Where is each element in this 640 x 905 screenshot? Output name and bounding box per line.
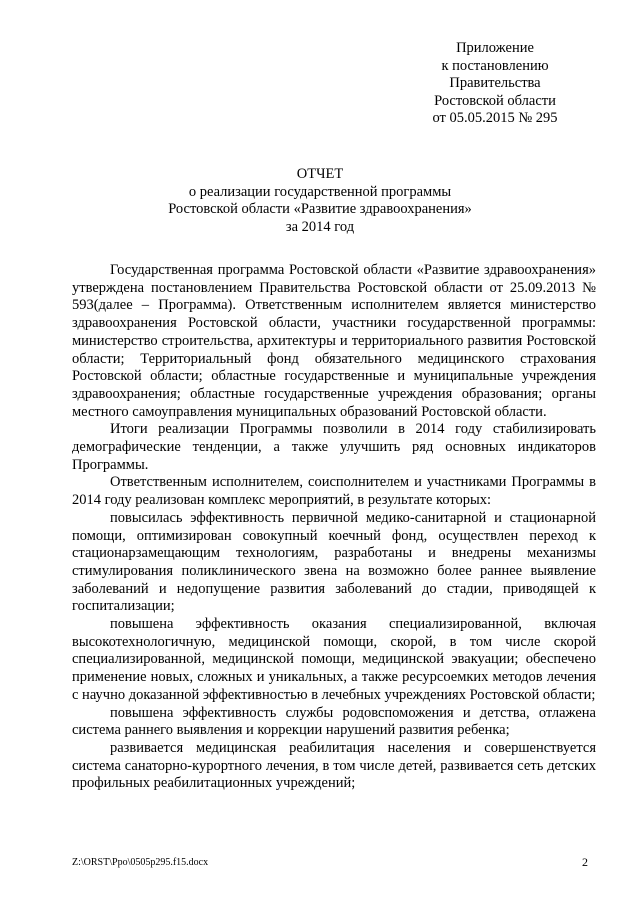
body-paragraph: Ответственным исполнителем, соисполнителем и участниками Программы в 2014 году реализован комплекс мероприятий, в результате которых:	[72, 474, 596, 509]
body-paragraph: Итоги реализации Программы позволили в 2014 году стабилизировать демографические тенденции, а также улучшить ряд основных индикаторов Программы.	[72, 421, 596, 473]
body-paragraph: повышена эффективность оказания специализированной, включая высокотехнологичную, медицинской помощи, скорой, в том числе скорой специализированной, медицинской помощи, медицинской эвакуации; обеспечено применение новых, сложных и уникальных, а также ресурсоемких методов лечения с научно доказанной эффективностью в лечебных учреждениях Ростовской области;	[72, 616, 596, 703]
body-paragraph: развивается медицинская реабилитация населения и совершенствуется система санаторно-курортного лечения, в том числе детей, развивается сеть детских профильных реабилитационных учреждений;	[72, 739, 596, 792]
appendix-line: к постановлению	[441, 57, 549, 74]
appendix-block	[420, 40, 570, 128]
appendix-line: Приложение	[456, 40, 534, 56]
appendix-line: от 05.05.2015 № 295	[432, 110, 558, 126]
body-paragraph: повышена эффективность службы родовспоможения и детства, отлажена система раннего выявления и коррекции нарушений развития ребенка;	[72, 704, 596, 739]
appendix-line: Правительства	[449, 75, 541, 91]
appendix-line: Ростовской области	[434, 92, 556, 109]
report-body	[72, 262, 596, 793]
footer-file-path: Z:\ORST\Ppo\0505p295.f15.docx	[72, 857, 209, 868]
title-line: за 2014 год	[285, 218, 355, 235]
title-line: о реализации государственной программы	[188, 183, 452, 200]
body-paragraph: повысилась эффективность первичной медико-санитарной и стационарной помощи, оптимизирован совокупный коечный фонд, осуществлен переход к стационарзамещающим технологиям, разработаны и внедрены механизмы стимулирования поликлинического звена на возможно более раннее выявление заболеваний и недопущение развития заболеваний до стадии, приводящей к госпитализации;	[72, 509, 596, 615]
page-number: 2	[582, 855, 588, 869]
report-title	[100, 166, 540, 236]
title-heading: ОТЧЕТ	[296, 166, 344, 182]
body-paragraph: Государственная программа Ростовской области «Развитие здравоохранения» утверждена постановлением Правительства Ростовской области от 25.09.2013 № 593(далее – Программа). Ответственным исполнителем является министерство здравоохранения Ростовской области, участники государственной программы: министерство строительства, архитектуры и территориального развития Ростовской области; Территориальный фонд обязательного медицинского страхования Ростовской области; областные государственные и муниципальные учреждения здравоохранения; областные государственные учреждения образования; органы местного самоуправления муниципальных образований Ростовской области.	[72, 262, 596, 420]
title-line: Ростовской области «Развитие здравоохранения»	[168, 201, 472, 217]
